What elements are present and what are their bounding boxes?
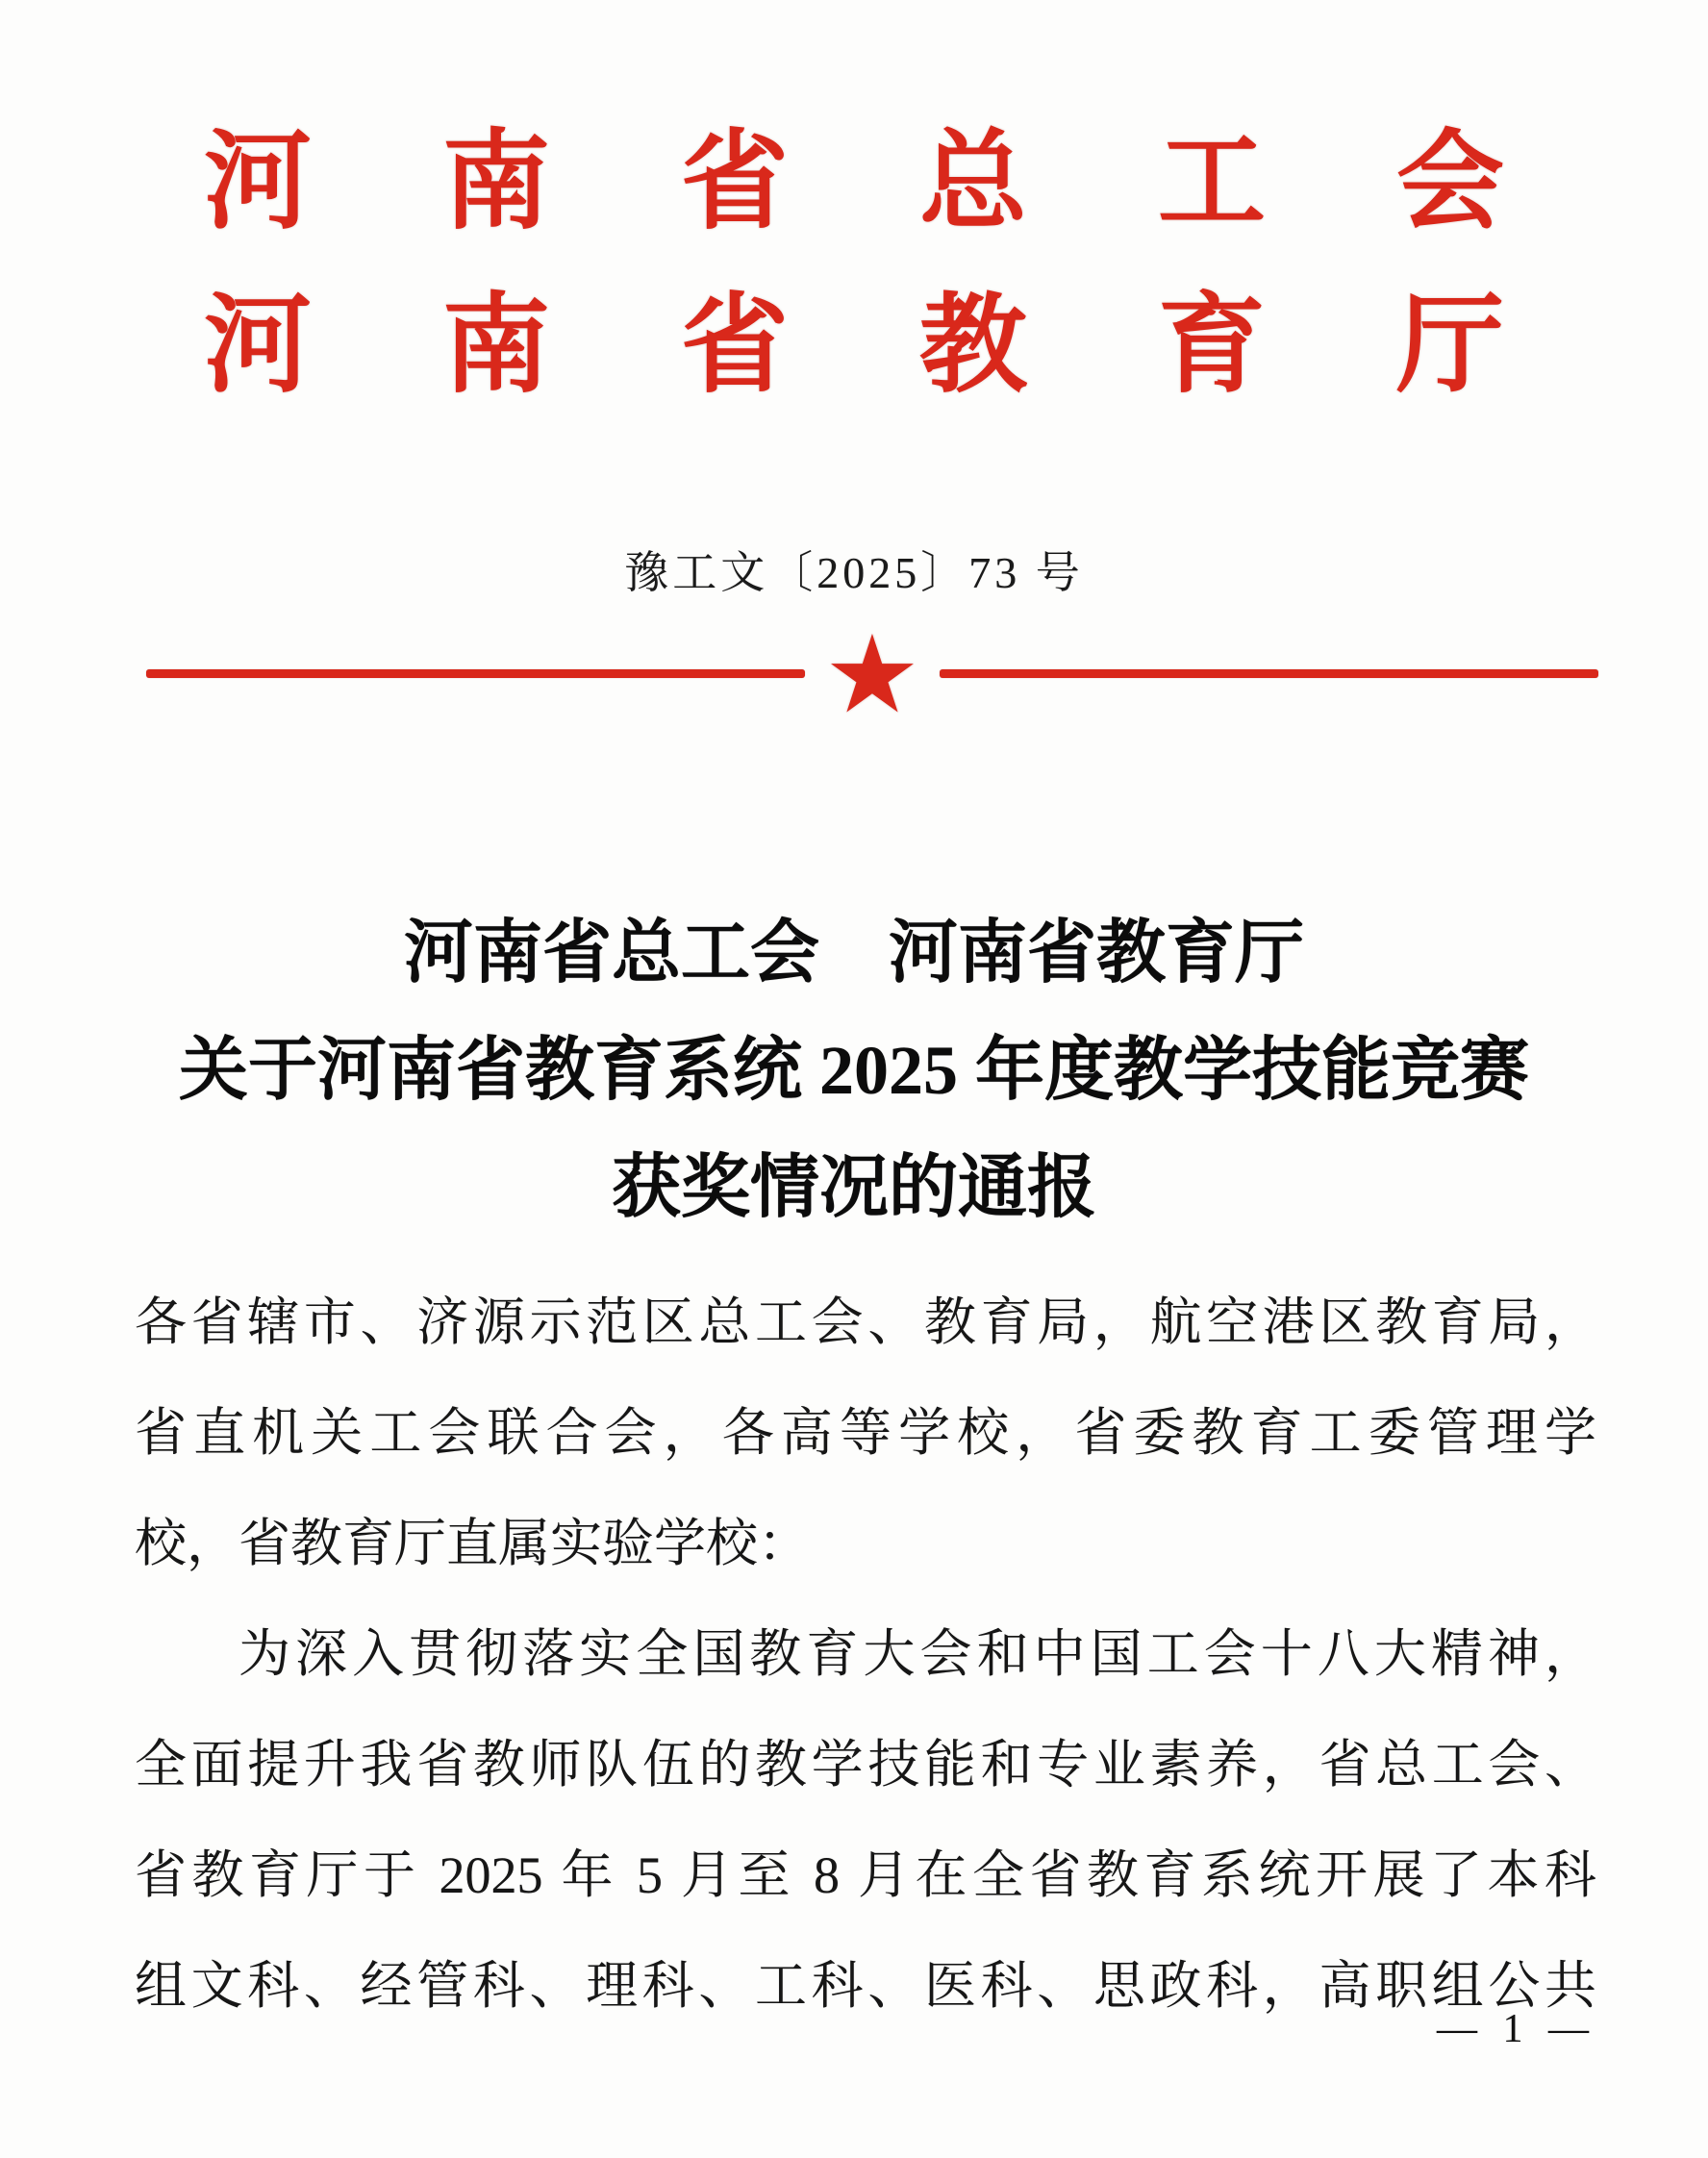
body-line: 各省辖市、济源示范区总工会、教育局，航空港区教育局， (135, 1293, 1596, 1351)
body-line: 校，省教育厅直属实验学校： (135, 1515, 810, 1572)
star-icon: ★ (823, 613, 921, 738)
letterhead-char: 省 (681, 287, 789, 406)
letterhead-char: 南 (442, 287, 550, 406)
letterhead-char: 总 (919, 123, 1027, 242)
letterhead-org-line-1 (204, 123, 1504, 252)
letterhead-org-line-2 (204, 287, 1504, 415)
body-line: 省直机关工会联合会，各高等学校，省委教育工委管理学 (135, 1404, 1596, 1462)
page-number: — 1 — (1437, 2007, 1596, 2051)
body-line: 全面提升我省教师队伍的教学技能和专业素养，省总工会、 (135, 1736, 1596, 1794)
letterhead-char: 河 (204, 287, 312, 406)
divider-line-left (146, 669, 805, 678)
letterhead-char: 南 (442, 123, 550, 242)
title-line-2: 关于河南省教育系统 2025 年度教学技能竞赛 (178, 1032, 1529, 1109)
title-line-3: 获奖情况的通报 (611, 1149, 1096, 1226)
document-title (0, 894, 1708, 1246)
letterhead-char: 工 (1158, 123, 1266, 242)
body-line: 省教育厅于 2025 年 5 月至 8 月在全省教育系统开展了本科 (135, 1846, 1596, 1904)
body-text (135, 1267, 1596, 2042)
body-line: 为深入贯彻落实全国教育大会和中国工会十八大精神， (239, 1625, 1596, 1683)
letterhead-char: 会 (1396, 123, 1504, 242)
letterhead-char: 教 (919, 287, 1027, 406)
red-divider (146, 613, 1598, 738)
document-number: 豫工文〔2025〕73 号 (624, 548, 1084, 597)
divider-line-right (940, 669, 1598, 678)
letterhead-char: 育 (1158, 287, 1266, 406)
letterhead-char: 省 (681, 123, 789, 242)
letterhead-char: 厅 (1396, 287, 1504, 406)
title-line-1: 河南省总工会 河南省教育厅 (403, 915, 1304, 991)
letterhead-char: 河 (204, 123, 312, 242)
body-line: 组文科、经管科、理科、工科、医科、思政科，高职组公共 (135, 1957, 1596, 2015)
